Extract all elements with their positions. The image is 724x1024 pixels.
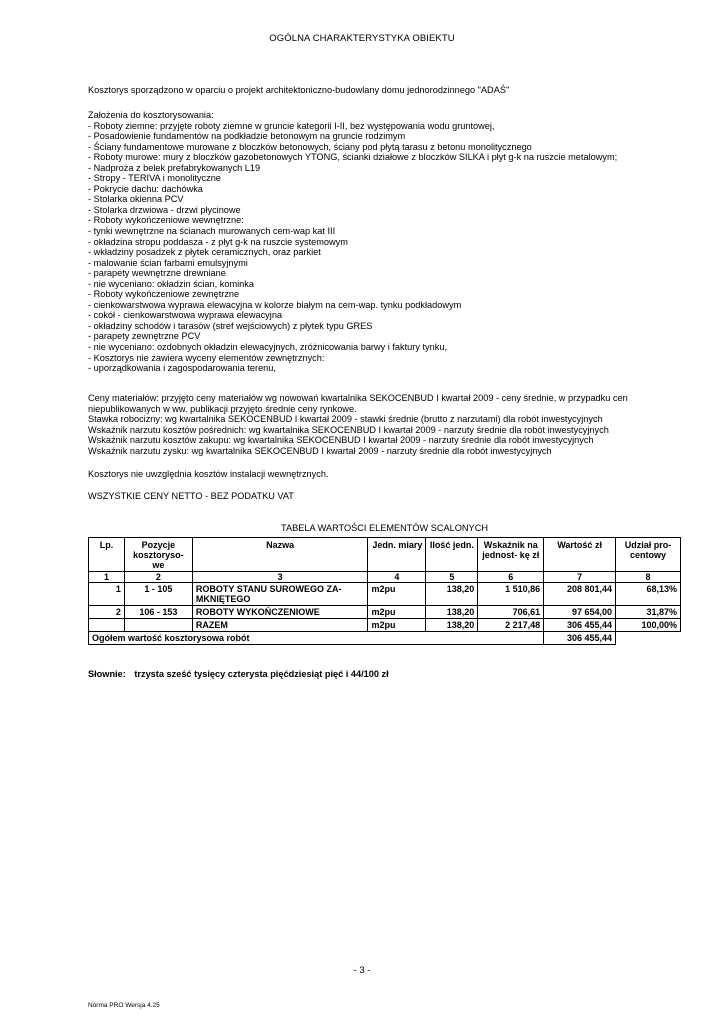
column-number: 1 [89,572,125,583]
row-quantity: 138,20 [426,606,478,619]
row-index: 706,61 [478,606,544,619]
row-share: 31,87% [616,606,681,619]
header-value: Wartość zł [544,538,616,572]
assumption-item: - Pokrycie dachu: dachówka [88,183,203,194]
assumption-item: - Posadowienie fundamentów na podkładzie betonowym na gruncie rodzimym [88,131,406,142]
column-number: 3 [192,572,368,583]
amount-in-words-label: Słownie: [88,669,126,679]
assumption-item: - Roboty ziemne: przyjęte roboty ziemne w gruncie kategorii I-II, bez występowania wodu gruntowej, [88,120,495,131]
vat-note: WSZYSTKIE CENY NETTO - BEZ PODATKU VAT [88,491,294,501]
assumption-item: - cokół - cienkowarstwowa wyprawa elewacyjna [88,310,283,321]
sum-name: RAZEM [192,619,368,632]
column-number: 7 [544,572,616,583]
installations-note: Kosztorys nie uwzględnia kosztów instalacji wewnętrznych. [88,469,329,479]
column-number: 2 [124,572,192,583]
sum-value: 306 455,44 [544,619,616,632]
assumption-item: - nie wyceniano: ozdobnych okładzin elewacyjnych, zróżnicowania barwy i faktury tynku, [88,342,447,353]
column-number-row [89,572,681,583]
row-share: 68,13% [616,583,681,606]
row-lp: 1 [89,583,125,606]
total-value: 306 455,44 [544,632,616,645]
assumption-item: - Ściany fundamentowe murowane z bloczków betonowych, ściany pod płytą tarasu z betonu monolitycznego [88,141,532,152]
assumption-item: - Roboty murowe: mury z bloczków gazobetonowych YTONG, ścianki działowe z bloczków SILKA i płyt g-k na ruszcie metalowym; [88,152,618,163]
row-name: ROBOTY STANU SUROWEGO ZA- MKNIĘTEGO [192,583,368,606]
row-quantity: 138,20 [426,583,478,606]
amount-in-words-text: trzysta sześć tysięcy czterysta pięćdziesiąt pięć i 44/100 zł [134,669,389,679]
assumption-item: - Nadproża z belek prefabrykowanych L19 [88,162,261,173]
assumption-item: - tynki wewnętrzne na ścianach murowanych cem-wap kat III [88,226,336,237]
assumption-item: - nie wyceniano: okładzin ścian, kominka [88,278,254,289]
assumption-item: - wkładziny posadzek z płytek ceramicznych, oraz parkiet [88,247,321,258]
total-label: Ogółem wartość kosztorysowa robót [89,632,544,645]
assumption-item: - parapety zewnętrzne PCV [88,331,201,342]
intro-text: Kosztorys sporządzono w oparciu o projekt architektoniczno-budowlany domu jednorodzinnego "ADAŚ" [88,85,510,95]
header-quantity: Ilość jedn. [426,538,478,572]
summary-table [88,537,681,645]
assumption-item: - Stolarka drzwiowa - drzwi płycinowe [88,204,241,215]
pricing-section [88,393,678,456]
table-row [89,606,681,619]
software-footer: Norma PRO Wersja 4.25 [88,1002,160,1009]
total-blank-cell [616,632,681,645]
pricing-line: Wskaźnik narzutu kosztów pośrednich: wg kwartalnika SEKOCENBUD I kwartał 2009 - narzuty średnie dla robót inwestycyjnych [88,424,609,435]
header-name: Nazwa [192,538,368,572]
row-unit: m2pu [368,606,426,619]
assumption-item: - Stolarka okienna PCV [88,194,184,205]
column-number: 8 [616,572,681,583]
header-unit: Jedn. miary [368,538,426,572]
page-title: OGÓLNA CHARAKTERYSTYKA OBIEKTU [269,33,455,44]
table-header-row [89,538,681,572]
pricing-line: Stawka robocizny: wg kwartalnika SEKOCENBUD I kwartał 2009 - stawki średnie (brutto z narzutami) dla robót inwestycyjnych [88,414,603,425]
row-positions: 106 - 153 [124,606,192,619]
sum-row [89,619,681,632]
column-number: 4 [368,572,426,583]
row-index: 1 510,86 [478,583,544,606]
table-title: TABELA WARTOŚCI ELEMENTÓW SCALONYCH [281,523,488,533]
assumption-item: - parapety wewnętrzne drewniane [88,268,226,279]
header-positions: Pozycje kosztoryso- we [124,538,192,572]
row-name: ROBOTY WYKOŃCZENIOWE [192,606,368,619]
assumption-item: - uporządkowania i zagospodarowania terenu, [88,363,276,374]
sum-empty-cell [124,619,192,632]
sum-empty-cell [89,619,125,632]
assumption-item: - Stropy - TERIVA i monolityczne [88,173,221,184]
assumption-item: - okładzina stropu poddasza - z płyt g-k na ruszcie systemowym [88,236,348,247]
sum-unit: m2pu [368,619,426,632]
assumptions-heading: Założenia do kosztorysowania: [88,110,214,120]
sum-quantity: 138,20 [426,619,478,632]
column-number: 6 [478,572,544,583]
table-row [89,583,681,606]
sum-share: 100,00% [616,619,681,632]
assumptions-section [88,110,678,374]
assumption-item: - Kosztorys nie zawiera wyceny elementów zewnętrznych: [88,352,325,363]
column-number: 5 [426,572,478,583]
assumption-item: - Roboty wykończeniowe wewnętrzne: [88,215,244,226]
assumption-item: - Roboty wykończeniowe zewnętrzne [88,289,240,300]
amount-in-words [88,669,389,679]
header-share: Udział pro- centowy [616,538,681,572]
header-lp: Lp. [89,538,125,572]
materials-pricing-text: Ceny materiałów: przyjęto ceny materiałów wg nowowań kwartalnika SEKOCENBUD I kwartał 2009 - ceny średnie, w przypadku cen niepublikowanych w ww. publikacji przyjęto średnie ceny rynkowe. [88,393,628,414]
row-unit: m2pu [368,583,426,606]
sum-index: 2 217,48 [478,619,544,632]
page-number: - 3 - [353,965,371,976]
assumption-item: - okładziny schodów i tarasów (stref wejściowych) z płytek typu GRES [88,320,373,331]
row-value: 208 801,44 [544,583,616,606]
total-row [89,632,681,645]
assumption-item: - cienkowarstwowa wyprawa elewacyjna w kolorze białym na cem-wap. tynku podkładowym [88,299,462,310]
row-lp: 2 [89,606,125,619]
header-index: Wskaźnik na jednost- kę zł [478,538,544,572]
pricing-line: Wskaźnik narzutu kosztów zakupu: wg kwartalnika SEKOCENBUD I kwartał 2009 - narzuty średnie dla robót inwestycyjnych [88,435,594,446]
assumption-item: - malowanie ścian farbami emulsyjnymi [88,257,248,268]
row-value: 97 654,00 [544,606,616,619]
row-positions: 1 - 105 [124,583,192,606]
pricing-line: Wskaźnik narzutu zysku: wg kwartalnika SEKOCENBUD I kwartał 2009 - narzuty średnie dla robót inwestycyjnych [88,445,552,456]
